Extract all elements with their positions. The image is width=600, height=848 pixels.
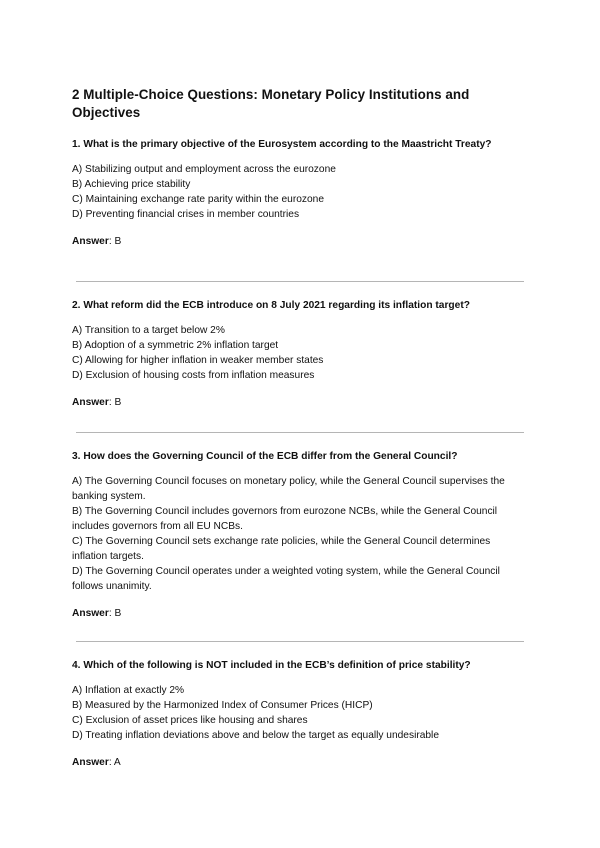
option-a: A) The Governing Council focuses on monetary policy, while the General Council supervises the banking system. xyxy=(72,476,505,502)
answer-line xyxy=(72,234,528,249)
divider xyxy=(76,641,524,642)
section-title: 2 Multiple-Choice Questions: Monetary Policy Institutions and Objectives xyxy=(72,87,470,120)
question-block-2 xyxy=(72,298,528,410)
answer-line xyxy=(72,755,528,770)
question-text: 3. How does the Governing Council of the ECB differ from the General Council? xyxy=(72,451,458,462)
divider xyxy=(76,281,524,282)
answer-value: : B xyxy=(108,397,122,408)
question-text: 2. What reform did the ECB introduce on 8 July 2021 regarding its inflation target? xyxy=(72,300,470,311)
option-d: D) Exclusion of housing costs from inflation measures xyxy=(72,370,315,381)
option-a: A) Transition to a target below 2% xyxy=(72,325,225,336)
option-b: B) Measured by the Harmonized Index of Consumer Prices (HICP) xyxy=(72,700,373,711)
option-c: C) The Governing Council sets exchange rate policies, while the General Council determines inflation targets. xyxy=(72,536,491,562)
divider xyxy=(76,432,524,433)
question-block-4 xyxy=(72,658,528,770)
option-c: C) Allowing for higher inflation in weaker member states xyxy=(72,355,324,366)
option-c: C) Maintaining exchange rate parity within the eurozone xyxy=(72,194,325,205)
options-list xyxy=(72,474,528,594)
answer-line xyxy=(72,606,528,621)
question-block-1 xyxy=(72,137,528,249)
option-d: D) The Governing Council operates under a weighted voting system, while the General Council follows unanimity. xyxy=(72,566,500,592)
answer-label: Answer xyxy=(72,608,109,619)
answer-label: Answer xyxy=(72,757,109,768)
option-c: C) Exclusion of asset prices like housing and shares xyxy=(72,715,308,726)
options-list xyxy=(72,323,528,383)
option-b: B) Achieving price stability xyxy=(72,179,191,190)
answer-value: : A xyxy=(108,757,121,768)
answer-label: Answer xyxy=(72,236,109,247)
answer-label: Answer xyxy=(72,397,109,408)
answer-line xyxy=(72,395,528,410)
question-block-3 xyxy=(72,449,528,621)
option-d: D) Preventing financial crises in member countries xyxy=(72,209,300,220)
options-list xyxy=(72,683,528,743)
question-text: 4. Which of the following is NOT included in the ECB’s definition of price stability? xyxy=(72,660,471,671)
question-text: 1. What is the primary objective of the Eurosystem according to the Maastricht Treaty? xyxy=(72,139,492,150)
answer-value: : B xyxy=(108,236,122,247)
answer-value: : B xyxy=(108,608,122,619)
option-a: A) Inflation at exactly 2% xyxy=(72,685,185,696)
options-list xyxy=(72,162,528,222)
option-b: B) The Governing Council includes governors from eurozone NCBs, while the General Council includes governors from all EU NCBs. xyxy=(72,506,498,532)
document-body xyxy=(72,86,528,249)
option-b: B) Adoption of a symmetric 2% inflation target xyxy=(72,340,279,351)
option-d: D) Treating inflation deviations above and below the target as equally undesirable xyxy=(72,730,439,741)
option-a: A) Stabilizing output and employment across the eurozone xyxy=(72,164,336,175)
